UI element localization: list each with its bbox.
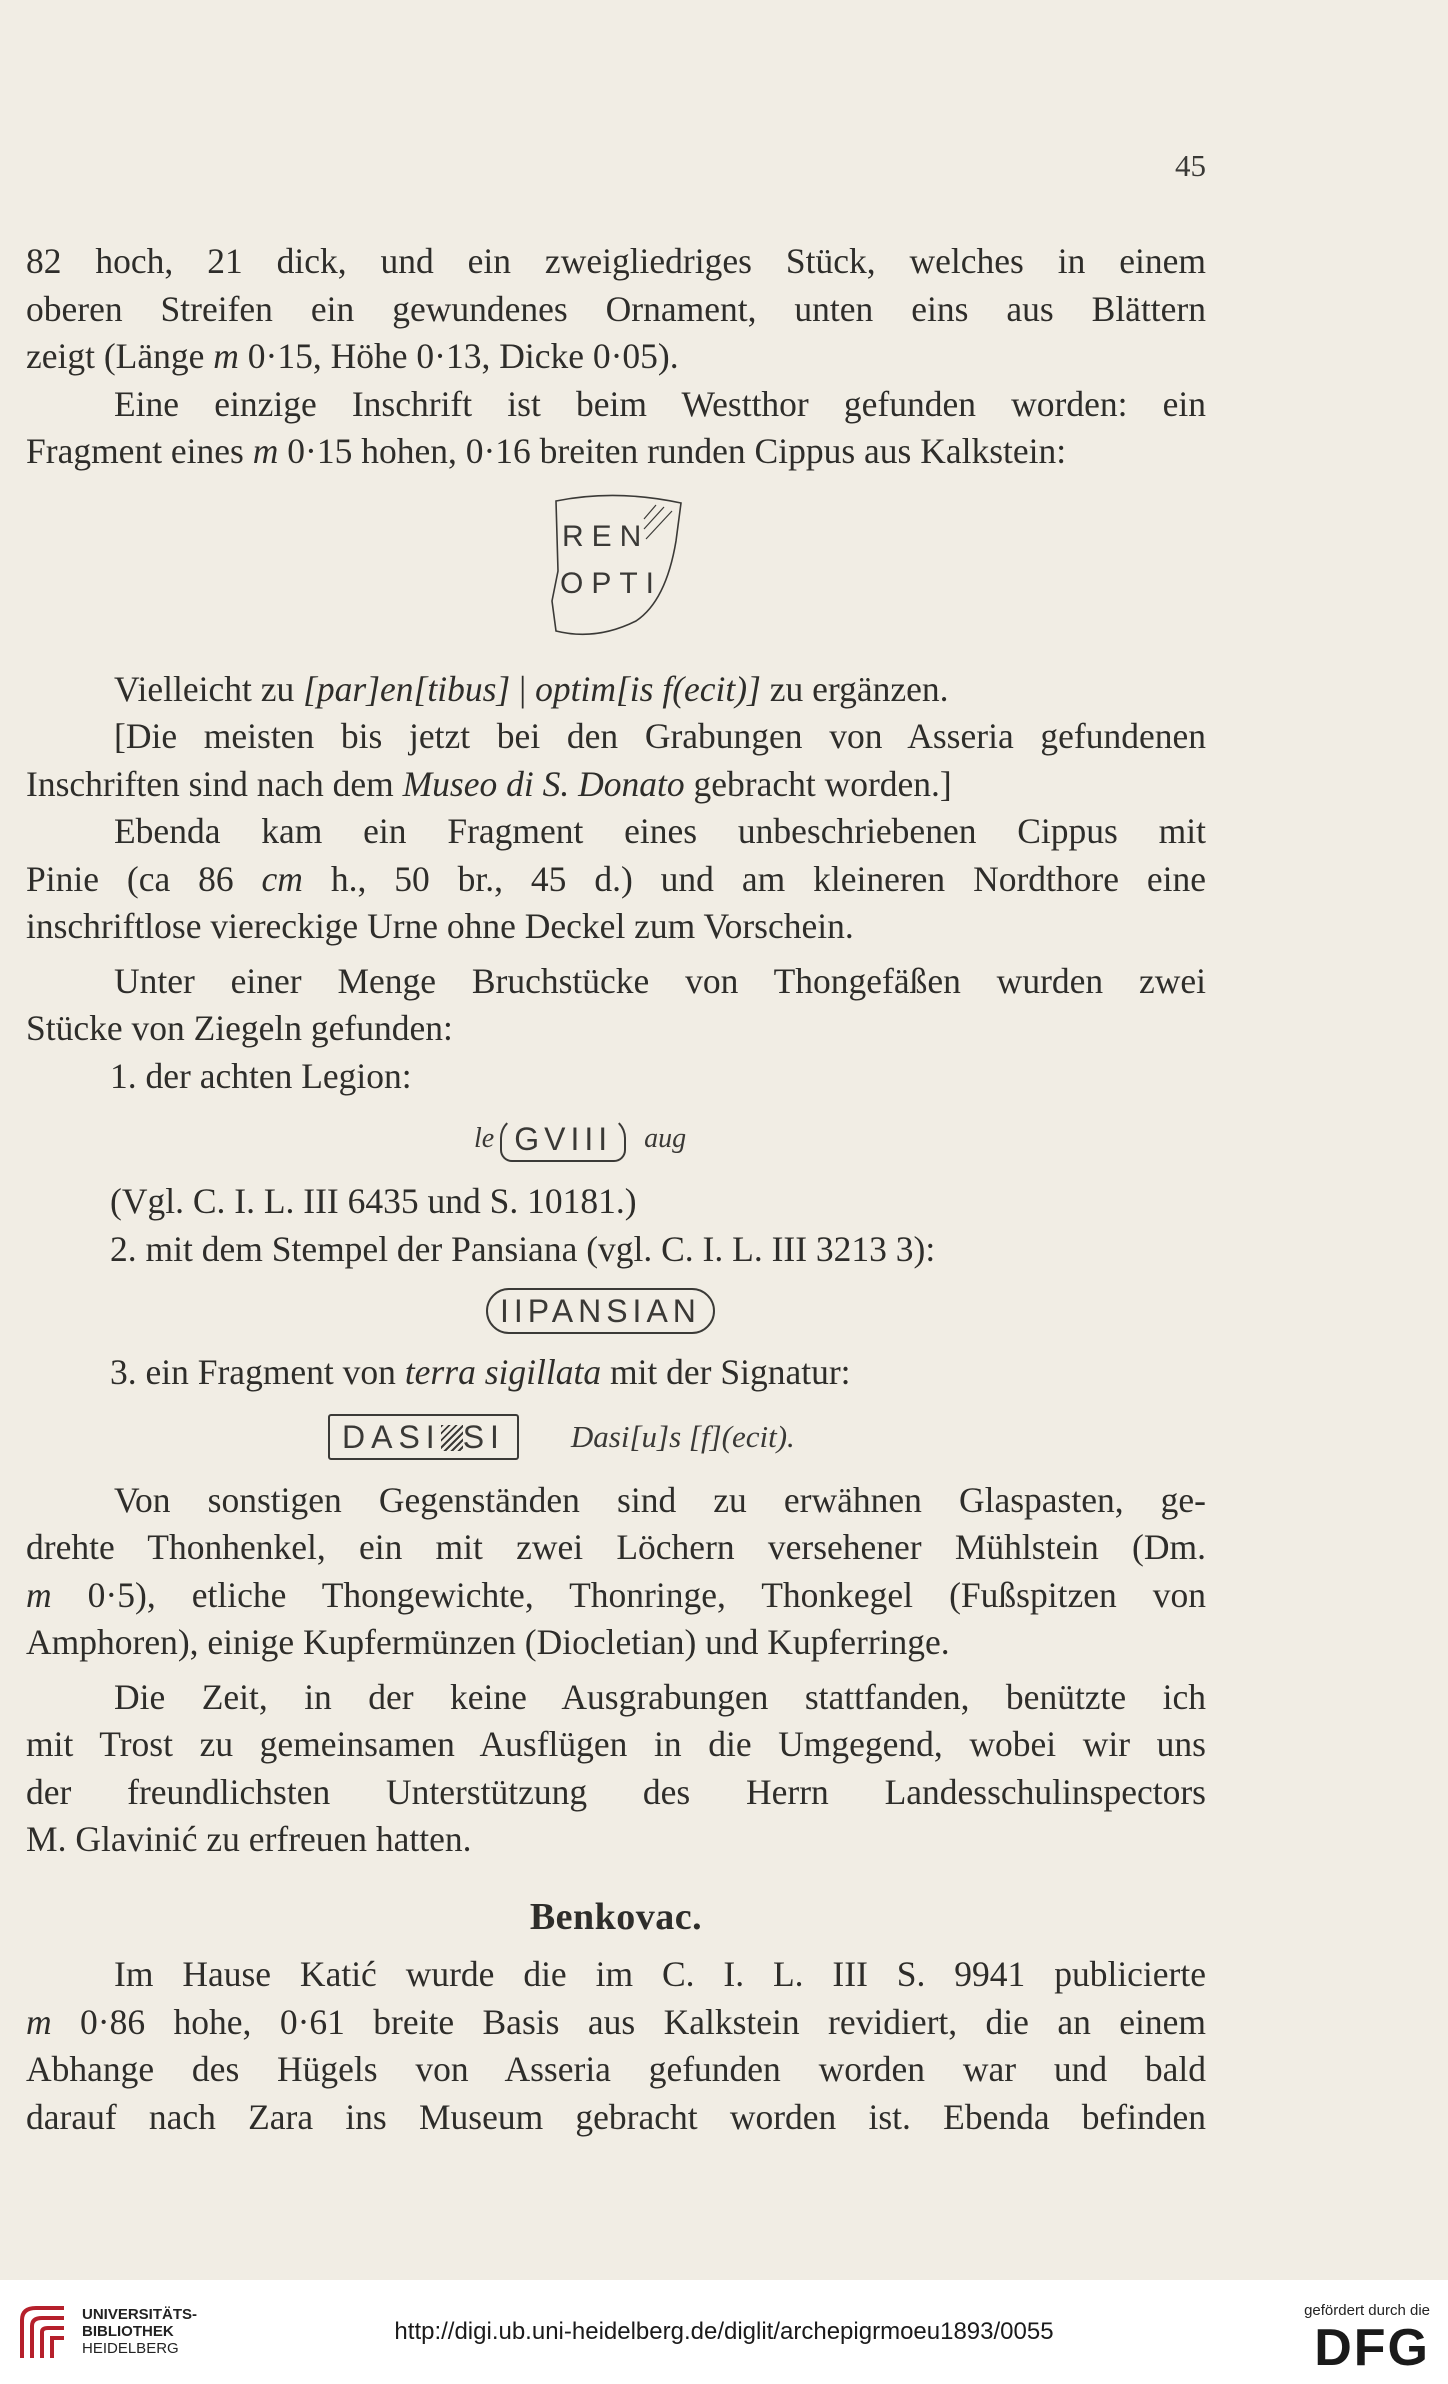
list-item-1-reference: (Vgl. C. I. L. III 6435 und S. 10181.) — [110, 1181, 637, 1221]
list-item-3: 3. ein Fragment von terra sigillata mit der Signatur: — [110, 1352, 851, 1392]
list-item-1: 1. der achten Legion: — [110, 1055, 412, 1096]
page-body — [26, 238, 1206, 2141]
paragraph-8-cont2: der freundlichsten Unterstützung des Herrn Landesschulinspectors — [26, 1771, 1206, 1812]
paragraph-8: Die Zeit, in der keine Ausgrabungen stattfanden, benützte ich — [114, 1676, 1206, 1717]
paragraph-9: Im Hause Katić wurde die im C. I. L. III S. 9941 publicierte — [114, 1954, 1206, 1994]
dasius-reading: Dasi[u]s [f](ecit). — [570, 1418, 795, 1454]
paragraph-9-cont: m 0·86 hohe, 0·61 breite Basis aus Kalkstein revidiert, die an einem — [26, 2001, 1206, 2042]
paragraph-7-cont: drehte Thonhenkel, ein mit zwei Löchern versehener Mühlstein (Dm. — [26, 1527, 1206, 1567]
paragraph-6: Unter einer Menge Bruchstücke von Thongefäßen wurden zwei — [114, 960, 1206, 1001]
pansiana-stamp — [26, 1273, 1206, 1349]
digitization-footer — [0, 2280, 1448, 2384]
cippus-inscription — [26, 476, 1206, 666]
paragraph-5: Ebenda kam ein Fragment eines unbeschriebenen Cippus mit — [114, 811, 1206, 851]
paragraph-7-end: Amphoren), einige Kupfermünzen (Diocletian) und Kupferringe. — [26, 1622, 950, 1662]
paragraph-7-cont2: m 0·5), etliche Thongewichte, Thonringe, Thonkegel (Fußspitzen von — [26, 1574, 1206, 1615]
paragraph-7: Von sonstigen Gegenständen sind zu erwähnen Glaspasten, ge- — [114, 1479, 1206, 1520]
paragraph-2-end: Fragment eines m 0·15 hohen, 0·16 breiten runden Cippus aus Kalkstein: — [26, 431, 1067, 471]
paragraph-3: Vielleicht zu [par]en[tibus] | optim[is f(ecit)] zu ergänzen. — [114, 668, 949, 709]
cippus-fragment-drawing — [516, 481, 716, 661]
paragraph-1-cont: oberen Streifen ein gewundenes Ornament, unten eins aus Blättern — [26, 288, 1206, 329]
funding-label: gefördert durch die — [1304, 2302, 1430, 2319]
legion-prefix: le — [474, 1123, 495, 1155]
paragraph-4: [Die meisten bis jetzt bei den Grabungen von Asseria gefundenen — [114, 716, 1206, 756]
paragraph-5-end: inschriftlose viereckige Urne ohne Deckel zum Vorschein. — [26, 906, 854, 946]
permalink-url[interactable]: http://digi.ub.uni-heidelberg.de/diglit/archepigrmoeu1893/0055 — [394, 2318, 1054, 2345]
paragraph-1: 82 hoch, 21 dick, und ein zweigliedriges Stück, welches in einem — [26, 241, 1206, 281]
paragraph-8-end: M. Glavinić zu erfreuen hatten. — [26, 1819, 472, 1859]
pansiana-stamp-tile: IIPANSIAN — [486, 1288, 715, 1334]
dasius-signature — [26, 1397, 1206, 1477]
section-heading: Benkovac. — [529, 1895, 703, 1938]
dasius-stamp-tile: DASI SI — [328, 1414, 519, 1460]
paragraph-9-cont3: darauf nach Zara ins Museum gebracht worden ist. Ebenda befinden — [26, 2096, 1206, 2137]
library-name: UNIVERSITÄTS- BIBLIOTHEK HEIDELBERG — [82, 2306, 198, 2357]
paragraph-9-cont2: Abhange des Hügels von Asseria gefunden worden war und bald — [26, 2049, 1206, 2089]
page-number: 45 — [1175, 148, 1206, 183]
hatched-gap — [441, 1425, 463, 1451]
paragraph-8-cont: mit Trost zu gemeinsamen Ausflügen in die Umgegend, wobei wir uns — [26, 1724, 1206, 1764]
cippus-line-1: REN — [562, 519, 650, 553]
legion-stamp — [26, 1100, 1206, 1178]
legion-suffix: aug — [644, 1123, 687, 1155]
legion-stamp-tile: GVIII — [500, 1116, 626, 1162]
paragraph-4-end: Inschriften sind nach dem Museo di S. Donato gebracht worden.] — [26, 763, 952, 804]
paragraph-2: Eine einzige Inschrift ist beim Westthor gefunden worden: ein — [114, 383, 1206, 424]
paragraph-6-end: Stücke von Ziegeln gefunden: — [26, 1008, 453, 1048]
paragraph-5-cont: Pinie (ca 86 cm h., 50 br., 45 d.) und am kleineren Nordthore eine — [26, 858, 1206, 899]
paragraph-1-end: zeigt (Länge m 0·15, Höhe 0·13, Dicke 0·05). — [26, 336, 679, 376]
cippus-line-2: OPTI — [560, 566, 663, 600]
list-item-2: 2. mit dem Stempel der Pansiana (vgl. C. I. L. III 3213 3): — [110, 1228, 936, 1269]
university-library-logo-icon — [14, 2300, 74, 2364]
dfg-logo: DFG — [1314, 2319, 1430, 2377]
